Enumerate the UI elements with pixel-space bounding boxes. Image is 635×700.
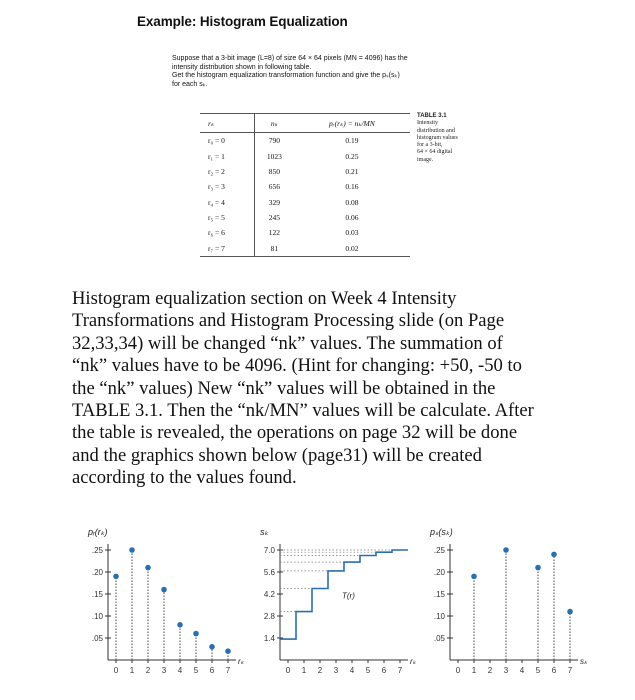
x-tick-label: 5 (535, 666, 541, 675)
x-tick-label: 1 (129, 666, 135, 675)
x-axis-label: rₖ (410, 657, 417, 666)
data-point (113, 574, 119, 580)
paragraph-line: and the graphics shown below (page31) will be created (72, 444, 482, 466)
data-point (567, 609, 573, 615)
cell-pr: 0.19 (345, 136, 359, 146)
table-row (200, 210, 410, 225)
caption-line: image. (417, 156, 434, 163)
data-point (503, 547, 509, 553)
cell-pr: 0.21 (345, 166, 359, 176)
paragraph-line: 32,33,34) will be changed “nk” values. The summation of (72, 332, 503, 354)
data-point (209, 644, 215, 650)
y-tick-label: .20 (433, 568, 445, 577)
x-axis-label: sₖ (580, 657, 588, 666)
cell-rk: r₃ = 3 (200, 179, 255, 194)
y-tick-label: .05 (433, 634, 445, 643)
x-tick-label: 6 (381, 666, 387, 675)
y-tick-label: 5.6 (263, 568, 275, 577)
data-point (129, 547, 135, 553)
y-tick-label: .15 (433, 590, 445, 599)
col-header-pr: pᵣ(rₖ) = nₖ/MN (294, 114, 410, 133)
cell-nk: 81 (255, 240, 294, 256)
x-tick-label: 6 (209, 666, 215, 675)
paragraph-line: according to the values found. (72, 467, 297, 489)
cell-nk: 245 (268, 212, 281, 222)
x-tick-label: 3 (503, 666, 509, 675)
paragraph-line: Transformations and Histogram Processing slide (on Page (72, 310, 505, 332)
cell-nk: 329 (268, 197, 281, 207)
slide-intro (172, 55, 502, 89)
paragraph-line: “nk” values have to be 4096. (Hint for changing: +50, -50 to (72, 355, 522, 377)
x-tick-label: 0 (285, 666, 291, 675)
table-row (200, 194, 410, 209)
x-tick-label: 0 (113, 666, 119, 675)
intro-line: intensity distribution shown in following table. (172, 63, 312, 71)
curve-label: T(r) (342, 591, 355, 601)
y-tick-label: 2.8 (263, 612, 275, 621)
x-tick-label: 2 (487, 666, 493, 675)
intro-line: Suppose that a 3-bit image (L=8) of size 64 × 64 pixels (MN = 4096) has the (172, 55, 408, 62)
x-tick-label: 2 (145, 666, 151, 675)
x-tick-label: 3 (333, 666, 339, 675)
y-axis-label: sₖ (260, 527, 269, 537)
data-point (177, 622, 183, 628)
intro-line: for each sₖ. (172, 80, 208, 88)
y-tick-label: .10 (91, 612, 103, 621)
caption-line: for a 3-bit, (417, 142, 443, 149)
intensity-table (200, 113, 410, 257)
y-tick-label: .05 (91, 634, 103, 643)
cell-nk: 1023 (266, 151, 282, 161)
x-tick-label: 2 (317, 666, 323, 675)
cell-nk: 850 (268, 166, 281, 176)
data-point (551, 552, 557, 558)
cell-pr: 0.08 (345, 197, 359, 207)
x-tick-label: 6 (551, 666, 557, 675)
x-tick-label: 5 (365, 666, 371, 675)
x-tick-label: 4 (519, 666, 525, 675)
cell-pr: 0.03 (345, 228, 359, 238)
x-tick-label: 3 (161, 666, 167, 675)
table-caption (417, 113, 489, 164)
data-point (471, 574, 477, 580)
histogram-equalized-chart (420, 520, 600, 692)
data-point (161, 587, 167, 593)
intro-line: Get the histogram equalization transformation function and give the pₛ(sₖ) (172, 72, 400, 79)
paragraph-line: TABLE 3.1. Then the “nk/MN” values will be calculate. After (72, 400, 534, 422)
cell-rk: r₇ = 7 (200, 240, 255, 256)
table-row (200, 225, 410, 240)
transformation-function-chart (250, 520, 422, 692)
x-tick-label: 0 (455, 666, 461, 675)
table-row (200, 149, 410, 164)
x-tick-label: 1 (471, 666, 477, 675)
y-axis-label: pᵣ(rₖ) (88, 527, 108, 537)
table-header-row (200, 114, 410, 133)
cell-rk: r₄ = 4 (200, 194, 255, 209)
cell-nk: 122 (268, 228, 281, 238)
cell-nk: 790 (268, 136, 281, 146)
y-tick-label: .20 (91, 568, 103, 577)
x-tick-label: 4 (349, 666, 355, 675)
cell-rk: r₆ = 6 (200, 225, 255, 240)
data-point (225, 648, 231, 654)
instructions-paragraph (72, 288, 582, 490)
x-tick-label: 5 (193, 666, 199, 675)
y-tick-label: .15 (91, 590, 103, 599)
y-tick-label: .25 (91, 546, 103, 555)
cell-pr: 0.06 (345, 212, 359, 222)
histogram-input-chart (78, 520, 250, 692)
y-tick-label: 4.2 (263, 590, 275, 599)
caption-line: histogram values (417, 134, 458, 141)
cell-rk: r₂ = 2 (200, 164, 255, 179)
table-row (200, 164, 410, 179)
paragraph-line: Histogram equalization section on Week 4 Intensity (72, 288, 457, 309)
x-tick-label: 1 (301, 666, 307, 675)
y-tick-label: .10 (433, 612, 445, 621)
table-caption-label: TABLE 3.1 (417, 113, 447, 119)
y-axis-label: pₛ(sₖ) (430, 527, 453, 537)
y-tick-label: .25 (433, 546, 445, 555)
y-tick-label: 7.0 (263, 546, 275, 555)
caption-line: Intensity (417, 120, 438, 127)
cell-rk: r₁ = 1 (200, 149, 255, 164)
table-row (200, 179, 410, 194)
cell-rk: r₀ = 0 (200, 133, 255, 149)
data-point (535, 565, 541, 571)
table-row (200, 240, 410, 256)
cell-rk: r₅ = 5 (200, 210, 255, 225)
y-tick-label: 1.4 (263, 634, 275, 643)
x-tick-label: 7 (225, 666, 231, 675)
x-tick-label: 7 (567, 666, 573, 675)
caption-line: 64 × 64 digital (417, 149, 453, 156)
cell-nk: 656 (268, 182, 281, 192)
data-point (145, 565, 151, 571)
data-point (193, 631, 199, 637)
slide-title: Example: Histogram Equalization (137, 14, 348, 29)
x-axis-label: rₖ (238, 657, 245, 666)
cell-pr: 0.02 (294, 240, 410, 256)
paragraph-line: the table is revealed, the operations on page 32 will be done (72, 422, 518, 444)
col-header-nk: nₖ (255, 114, 294, 133)
caption-line: distribution and (417, 127, 455, 134)
table-row (200, 133, 410, 149)
x-tick-label: 7 (397, 666, 403, 675)
cell-pr: 0.25 (345, 151, 359, 161)
paragraph-line: the “nk” values) New “nk” values will be obtained in the (72, 377, 496, 399)
cell-pr: 0.16 (345, 182, 359, 192)
col-header-rk: rₖ (200, 114, 255, 133)
x-tick-label: 4 (177, 666, 183, 675)
